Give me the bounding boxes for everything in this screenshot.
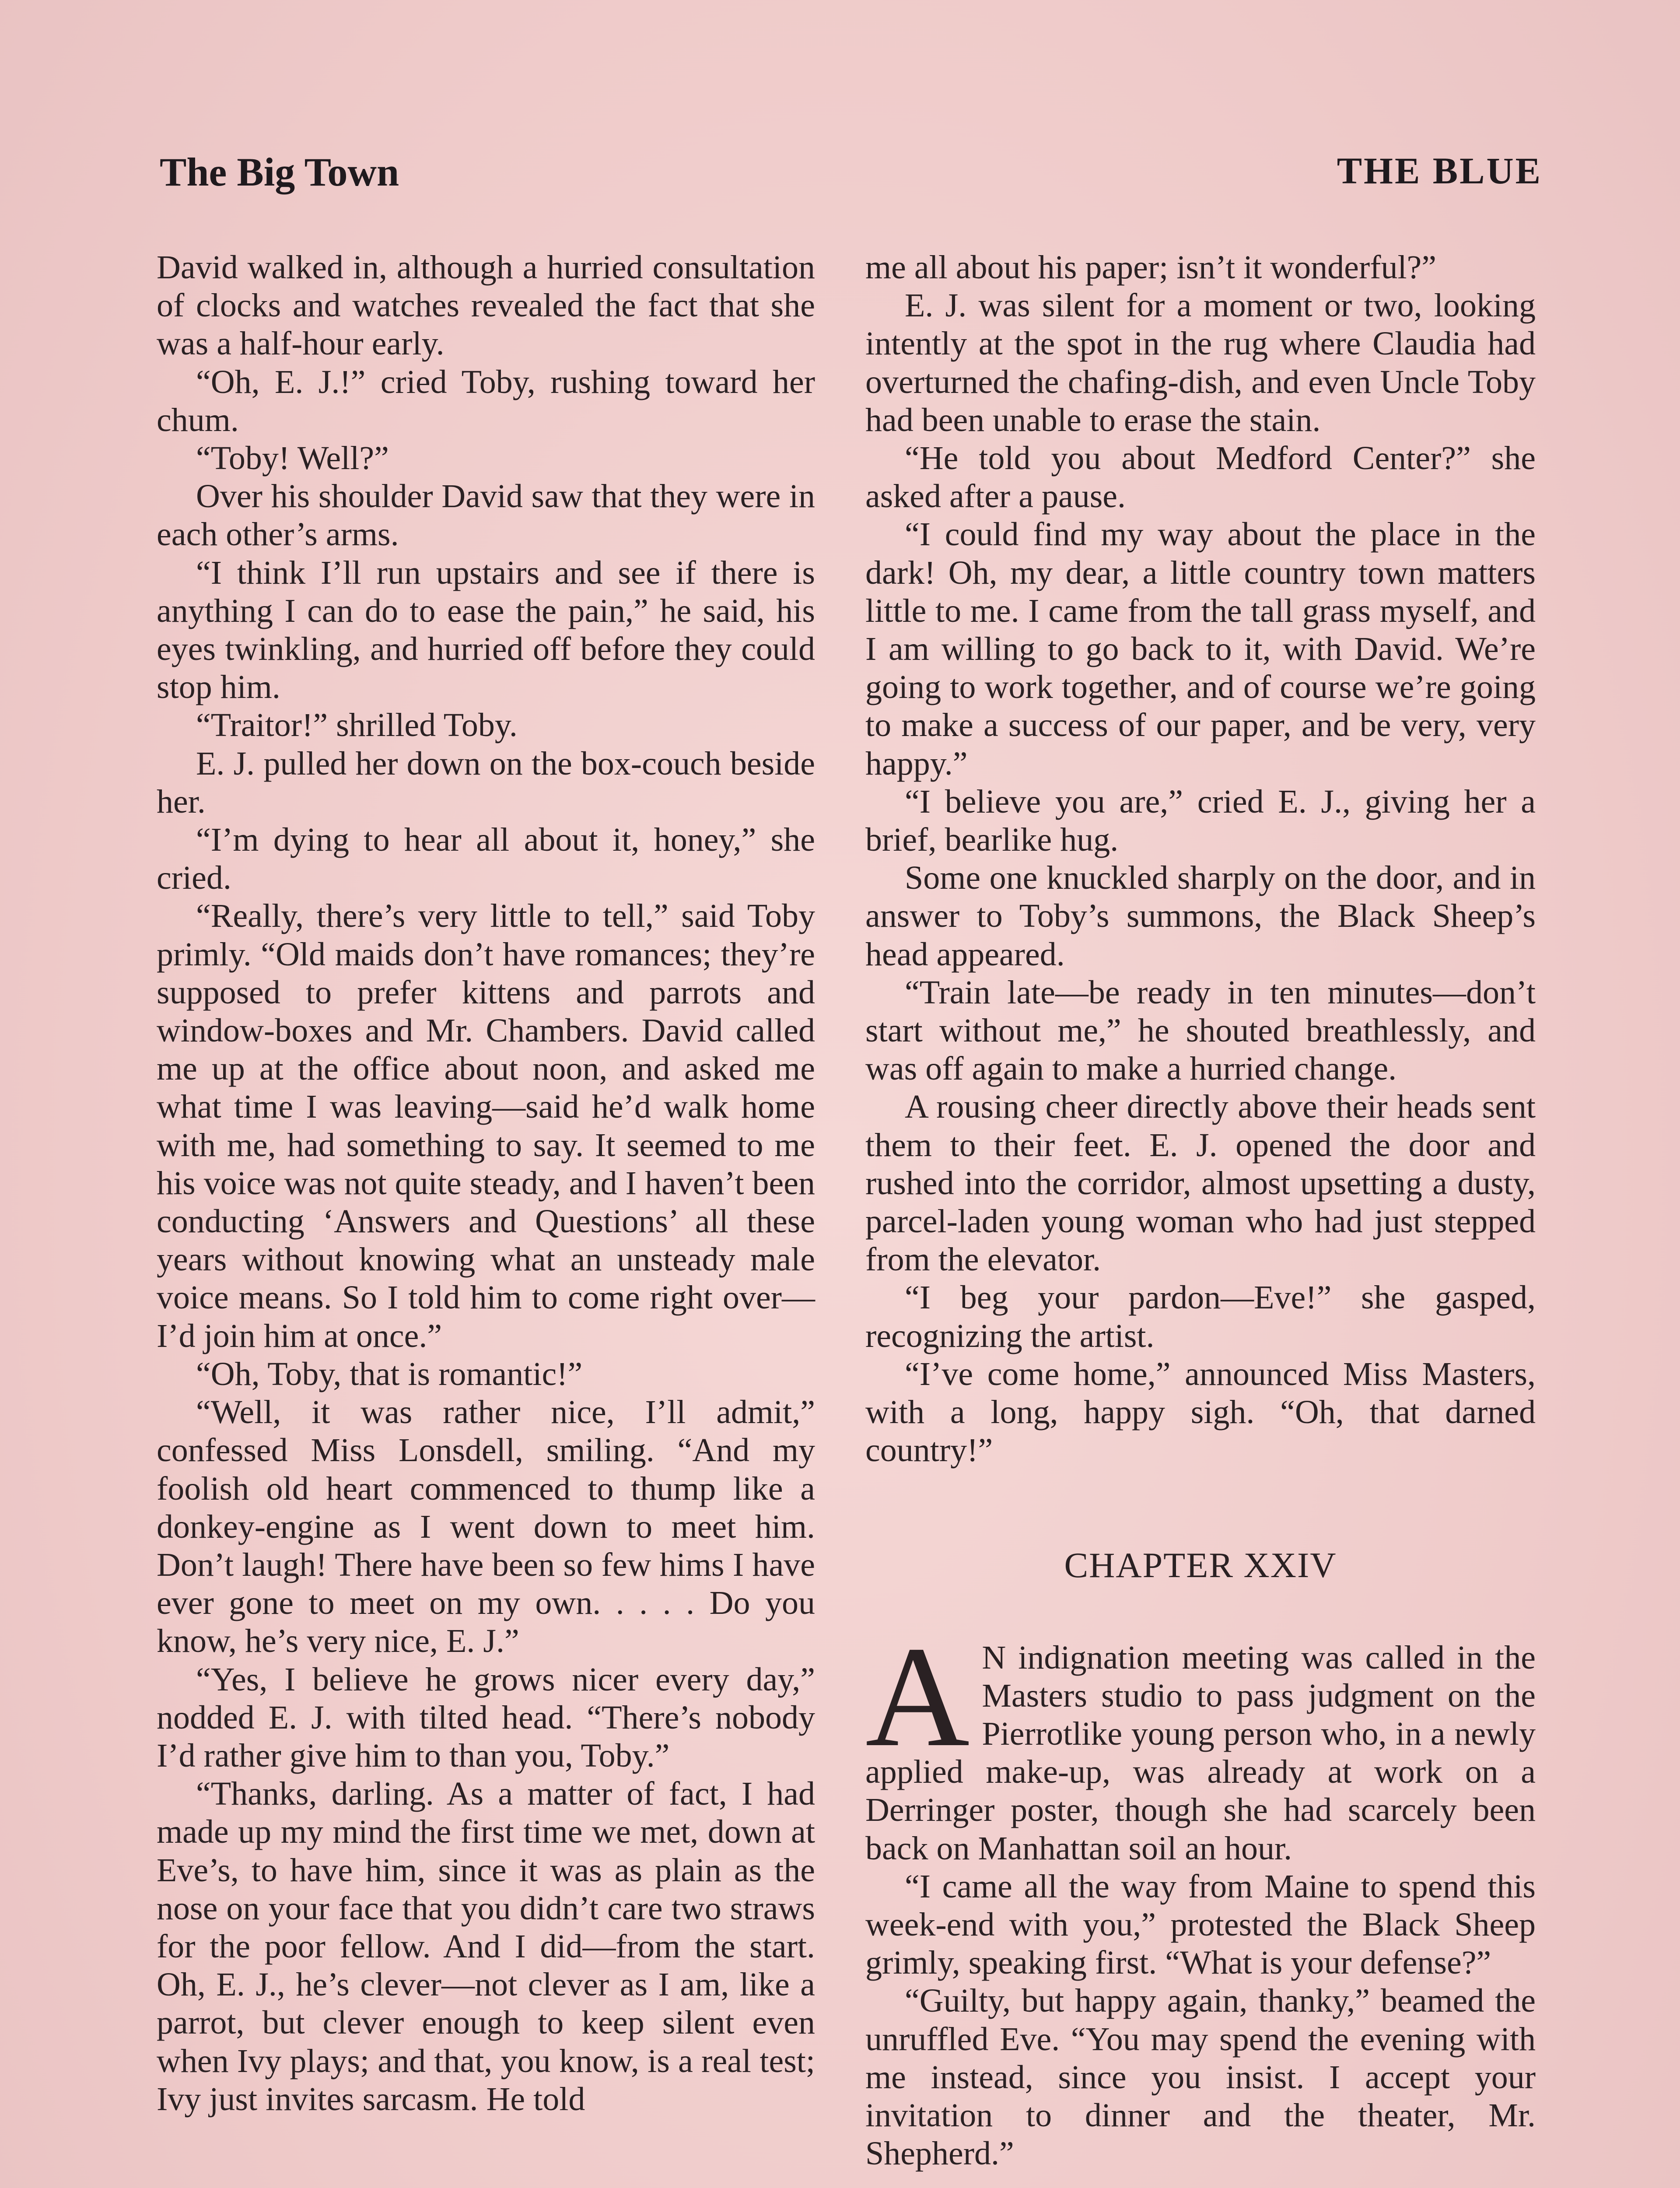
paragraph: “I think I’ll run upstairs and see if there is anything I can do to ease the pain,” he said, his eyes twinkling, and hurried off before they could stop him. [157,554,815,706]
paragraph: A rousing cheer directly above their heads sent them to their feet. E. J. opened the door and rushed into the corridor, almost upsetting a dusty, parcel-laden young woman who had just stepped from the elevator. [865,1088,1536,1278]
paragraph: “I’ve come home,” announced Miss Masters, with a long, happy sigh. “Oh, that darned country!” [865,1355,1536,1469]
paragraph: “He told you about Medford Center?” she asked after a pause. [865,440,1536,515]
paragraph: “Train late—be ready in ten minutes—don’t start without me,” he shouted breathlessly, and was off again to make a hurried change. [865,974,1536,1087]
right-column-before-chapter [865,249,1536,1470]
running-head-story-title: The Big Town [160,150,399,194]
paragraph: “I believe you are,” cried E. J., giving her a brief, bearlike hug. [865,783,1536,859]
left-text-column [157,249,815,2118]
paragraph: “Thanks, darling. As a matter of fact, I had made up my mind the first time we met, down at Eve’s, to have him, since it was as plain as the nose on your face that you didn’t care two straws for the poor fellow. And I did—from the start. Oh, E. J., he’s clever—not clever as I am, like a parrot, but clever enough to keep silent even when Ivy plays; and that, you know, is a real test; Ivy just invites sarcasm. He told [157,1775,815,2118]
chapter-heading: CHAPTER XXIV [1064,1545,1337,1585]
paragraph: “Oh, E. J.!” cried Toby, rushing toward her chum. [157,363,815,438]
paragraph: “Oh, Toby, that is romantic!” [196,1355,583,1392]
paragraph: David walked in, although a hurried consultation of clocks and watches revealed the fact that she was a half-hour early. [157,249,815,362]
right-column-after-chapter [865,1868,1536,2173]
paragraph: “Really, there’s very little to tell,” said Toby primly. “Old maids don’t have romances; they’re supposed to prefer kittens and parrots and window-boxes and Mr. Chambers. David called me up at the office about noon, and asked me what time I was leaving—said he’d walk home with me, had something to say. It seemed to me his voice was not quite steady, and I haven’t been conducting ‘Answers and Questions’ all these years without knowing what an unsteady male voice means. So I told him to come right over—I’d join him at once.” [157,898,815,1354]
paragraph: E. J. pulled her down on the box-couch beside her. [157,745,815,820]
paragraph: “Traitor!” shrilled Toby. [196,707,518,744]
paragraph: “I beg your pardon—Eve!” she gasped, recognizing the artist. [865,1279,1536,1354]
right-text-column [865,249,1536,2173]
paragraph: “Yes, I believe he grows nicer every day,” nodded E. J. with tilted head. “There’s nobody I’d rather give him to than you, Toby.” [157,1661,815,1774]
paragraph: “Guilty, but happy again, thanky,” beamed the unruffled Eve. “You may spend the evening with me instead, since you insist. I accept your invitation to dinner and the theater, Mr. Shepherd.” [865,1982,1536,2172]
paragraph: Some one knuckled sharply on the door, and in answer to Toby’s summons, the Black Sheep’s head appeared. [865,859,1536,973]
opening-paragraph-text: N indignation meeting was called in the Masters studio to pass judgment on the Pierrotlike young person who, in a newly applied make-up, was already at work on a Derringer poster, though she had scarcely been back on Manhattan soil an hour. [865,1639,1536,1867]
paragraph: E. J. was silent for a moment or two, looking intently at the spot in the rug where Claudia had overturned the chafing-dish, and even Uncle Toby had been unable to erase the stain. [865,287,1536,438]
paragraph: me all about his paper; isn’t it wonderful?” [865,249,1437,286]
drop-cap: A [865,1616,970,1777]
chapter-opening-paragraph [865,1616,1536,1868]
paragraph: “Well, it was rather nice, I’ll admit,” confessed Miss Lonsdell, smiling. “And my foolish old heart commenced to thump like a donkey-engine as I went down to meet him. Don’t laugh! There have been so few hims I have ever gone to meet on my own. . . . . Do you know, he’s very nice, E. J.” [157,1394,815,1660]
paragraph: Over his shoulder David saw that they were in each other’s arms. [157,478,815,553]
paragraph: “I’m dying to hear all about it, honey,” she cried. [157,821,815,897]
paragraph: “I came all the way from Maine to spend this week-end with you,” protested the Black Sheep grimly, speaking first. “What is your defense?” [865,1868,1536,1981]
paragraph: “Toby! Well?” [196,440,389,477]
running-head-magazine-title: THE BLUE [1337,150,1542,192]
paragraph: “I could find my way about the place in the dark! Oh, my dear, a little country town matters little to me. I came from the tall grass myself, and I am willing to go back to it, with David. We’re going to work together, and of course we’re going to make a success of our paper, and be very, very happy.” [865,516,1536,782]
